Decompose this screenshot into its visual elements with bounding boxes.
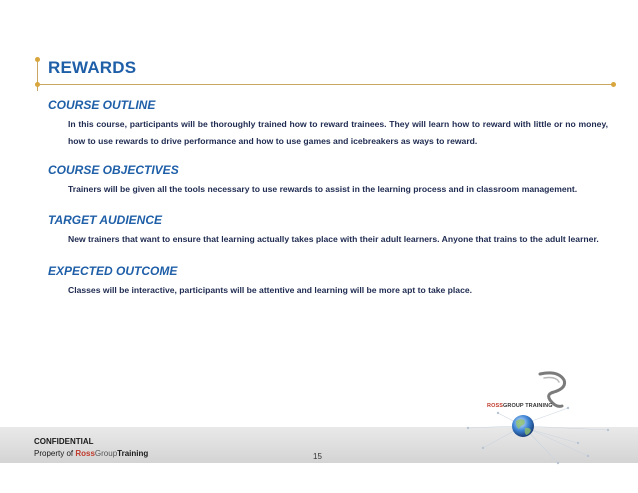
property-notice [34,449,148,458]
section-heading: COURSE OUTLINE [48,98,156,112]
brand-group: Group [94,449,118,458]
logo-text-ross: ROSS [487,403,503,409]
section-heading: EXPECTED OUTCOME [48,264,178,278]
frame-dot-top [35,57,40,62]
section-course-outline [48,98,608,150]
page-title: REWARDS [48,58,137,77]
page-number: 15 [313,452,322,461]
section-heading: COURSE OBJECTIVES [48,163,179,177]
logo-wordmark [487,403,553,409]
section-target-audience [48,213,608,248]
section-heading: TARGET AUDIENCE [48,213,162,227]
section-body: New trainers that want to ensure that learning actually takes place with their adult learners. Anyone that trains to the adult learner. [68,234,599,244]
company-logo-graphic [458,368,618,468]
property-prefix: Property of [34,449,76,458]
frame-dot-end [611,82,616,87]
globe-network-icon [458,368,618,468]
frame-line-horizontal [37,84,613,85]
section-body: Trainers will be given all the tools necessary to use rewards to assist in the learning process and in classroom management. [68,184,578,194]
logo-text-rest: GROUP TRAINING [503,403,553,409]
section-body: Classes will be interactive, participants will be attentive and learning will be more apt to take place. [68,285,473,295]
section-course-objectives [48,163,608,198]
frame-dot-corner [35,82,40,87]
brand-ross: Ross [75,449,95,458]
confidential-label: CONFIDENTIAL [34,437,94,446]
brand-training: Training [117,449,149,458]
section-expected-outcome [48,264,608,299]
section-body: In this course, participants will be thoroughly trained how to reward trainees. They will learn how to reward with little or no money, how to use rewards to drive performance and how to use games and icebreakers as ways to reward. [68,119,608,146]
